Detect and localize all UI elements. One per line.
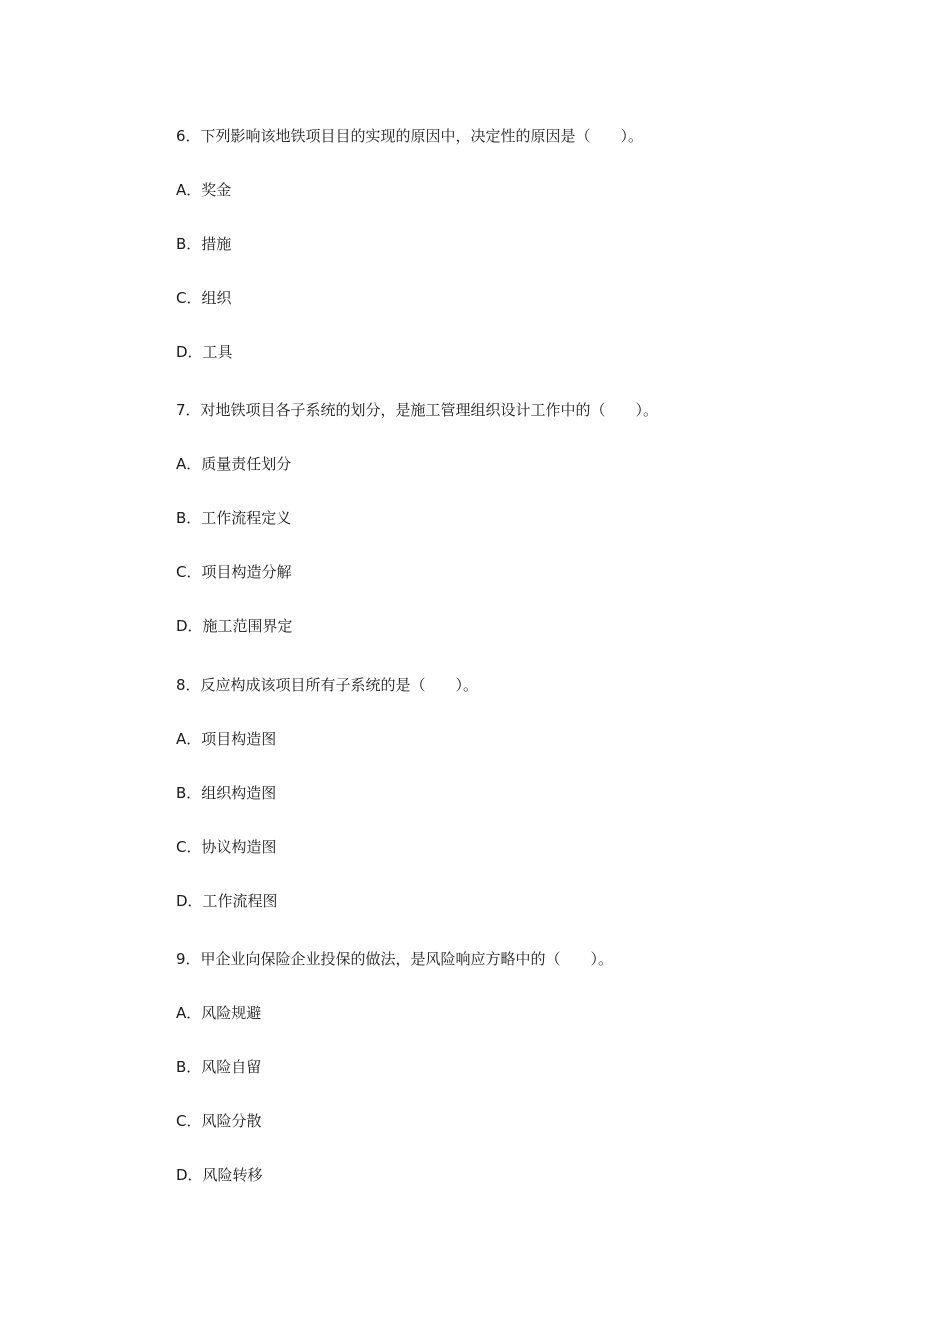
question-stem: 8．反应构成该项目所有子系统的是（ ）。: [176, 676, 479, 694]
option-d: D．施工范围界定: [176, 617, 293, 635]
option-b: B．措施: [176, 235, 232, 253]
option-a: A．风险规避: [176, 1004, 262, 1022]
option-b: B．工作流程定义: [176, 509, 292, 527]
question-stem: 9．甲企业向保险企业投保的做法，是风险响应方略中的（ ）。: [176, 950, 614, 968]
question-9: [176, 949, 876, 1219]
question-6: [176, 126, 876, 396]
option-d: D．工具: [176, 343, 233, 361]
question-stem: 7．对地铁项目各子系统的划分，是施工管理组织设计工作中的（ ）。: [176, 401, 659, 419]
option-c: C．协议构造图: [176, 838, 277, 856]
option-c: C．项目构造分解: [176, 563, 292, 581]
question-8: [176, 675, 876, 945]
option-a: A．质量责任划分: [176, 455, 292, 473]
option-d: D．工作流程图: [176, 892, 278, 910]
option-b: B．风险自留: [176, 1058, 262, 1076]
option-c: C．组织: [176, 289, 232, 307]
option-a: A．项目构造图: [176, 730, 277, 748]
option-c: C．风险分散: [176, 1112, 262, 1130]
option-a: A．奖金: [176, 181, 232, 199]
option-b: B．组织构造图: [176, 784, 277, 802]
option-d: D．风险转移: [176, 1166, 263, 1184]
question-7: [176, 400, 876, 670]
question-stem: 6．下列影响该地铁项目目的实现的原因中，决定性的原因是（ ）。: [176, 127, 644, 145]
